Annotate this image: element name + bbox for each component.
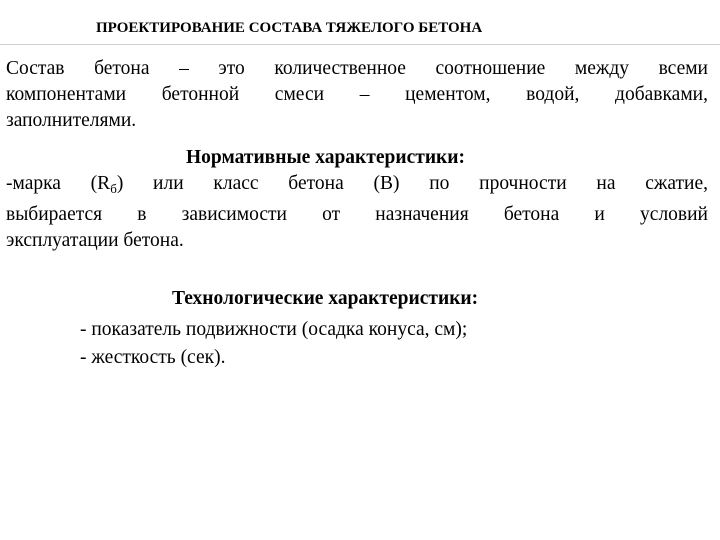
definition-paragraph: [6, 56, 708, 134]
list-item: - показатель подвижности (осадка конуса, см);: [80, 319, 468, 340]
normative-text: -марка (R: [6, 173, 111, 194]
title-divider: [0, 44, 720, 45]
definition-line: компонентами бетонной смеси – цементом, водой, добавками,: [6, 84, 708, 105]
normative-heading: Нормативные характеристики:: [186, 147, 466, 168]
normative-line: эксплуатации бетона.: [6, 230, 184, 251]
definition-line: Состав бетона – это количественное соотношение между всеми: [6, 58, 708, 79]
normative-line: [6, 171, 708, 202]
definition-line: заполнителями.: [6, 110, 137, 131]
technological-heading: Технологические характеристики:: [172, 288, 479, 309]
technological-list: [80, 316, 467, 372]
normative-text: ) или класс бетона (В) по прочности на сжатие,: [116, 173, 708, 194]
strength-subscript: б: [110, 181, 117, 196]
slide-title: ПРОЕКТИРОВАНИЕ СОСТАВА ТЯЖЕЛОГО БЕТОНА: [96, 20, 483, 36]
normative-paragraph: [6, 171, 708, 254]
normative-line: выбирается в зависимости от назначения бетона и условий: [6, 204, 708, 225]
list-item: - жесткость (сек).: [80, 347, 226, 368]
